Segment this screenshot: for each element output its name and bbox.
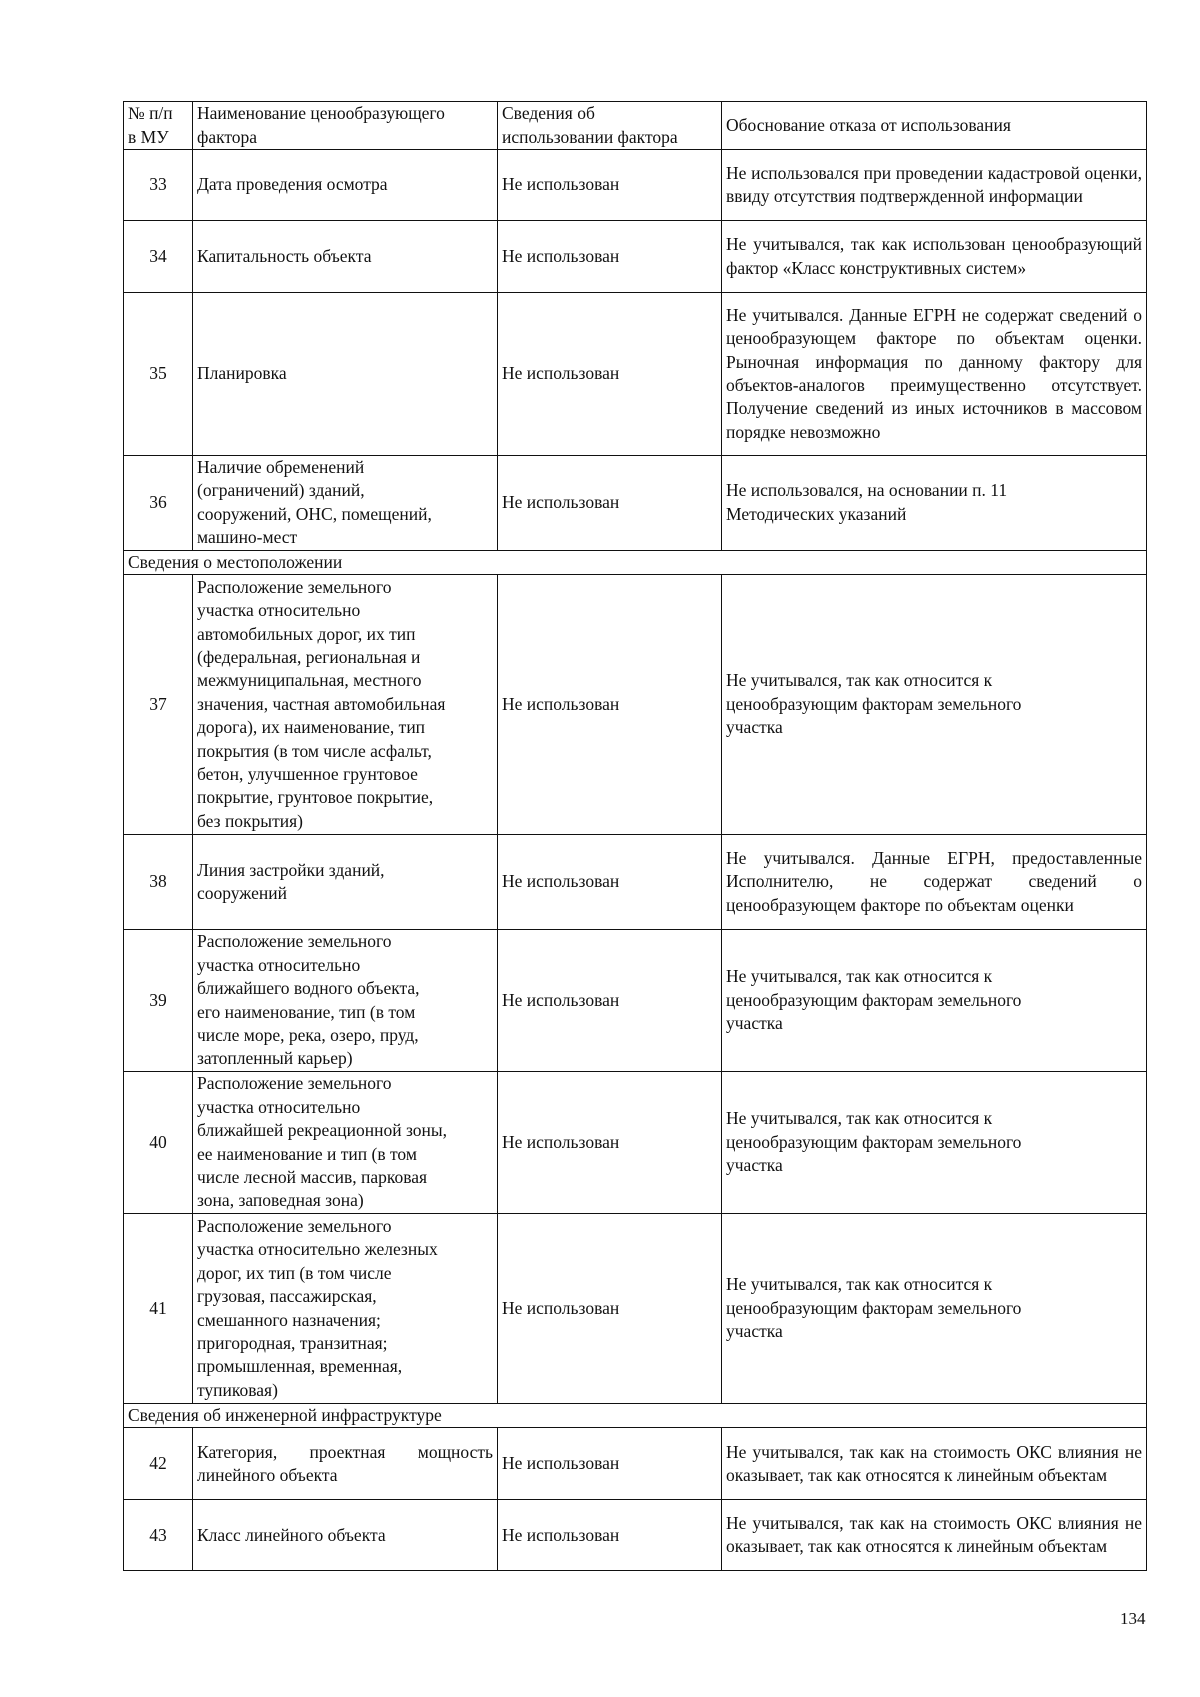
row-usage: Не использован	[498, 1214, 722, 1404]
row-usage: Не использован	[498, 835, 722, 930]
header-number: № п/п в МУ	[124, 102, 193, 150]
row-usage: Не использован	[498, 930, 722, 1072]
row-factor-name: Расположение земельного участка относительно ближайшего водного объекта, его наименование, тип (в том числе море, река, озеро, пруд, затопленный карьер)	[193, 930, 498, 1072]
row-reason: Не учитывался. Данные ЕГРН, предоставленные Исполнителю, не содержат сведений о ценообразующем факторе по объектам оценки	[722, 835, 1147, 930]
row-reason: Не учитывался, так как относится к ценообразующим факторам земельного участка	[722, 930, 1147, 1072]
row-factor-name: Капитальность объекта	[193, 221, 498, 293]
table-header-row	[124, 102, 1147, 150]
table-row	[124, 1500, 1147, 1571]
table-row	[124, 1072, 1147, 1214]
table-row	[124, 221, 1147, 293]
row-factor-name: Категория, проектная мощность линейного объекта	[193, 1428, 498, 1500]
page-number: 134	[1120, 1609, 1146, 1628]
table-row	[124, 575, 1147, 835]
row-factor-name: Расположение земельного участка относительно железных дорог, их тип (в том числе грузовая, пассажирская, смешанного назначения; пригородная, транзитная; промышленная, временная, тупиковая)	[193, 1214, 498, 1404]
row-reason: Не учитывался, так как относится к ценообразующим факторам земельного участка	[722, 1214, 1147, 1404]
factors-table	[123, 101, 1147, 1571]
row-usage: Не использован	[498, 1428, 722, 1500]
row-number: 37	[124, 575, 193, 835]
row-number: 35	[124, 293, 193, 456]
row-factor-name: Наличие обременений (ограничений) зданий, сооружений, ОНС, помещений, машино-мест	[193, 456, 498, 551]
row-reason: Не учитывался, так как относится к ценообразующим факторам земельного участка	[722, 1072, 1147, 1214]
row-reason: Не использовался при проведении кадастровой оценки, ввиду отсутствия подтвержденной информации	[722, 150, 1147, 221]
row-usage: Не использован	[498, 221, 722, 293]
section-row	[124, 550, 1147, 574]
row-number: 40	[124, 1072, 193, 1214]
section-heading-location: Сведения о местоположении	[124, 550, 1147, 574]
table-row	[124, 1428, 1147, 1500]
row-reason: Не учитывался, так как на стоимость ОКС влияния не оказывает, так как относятся к линейным объектам	[722, 1500, 1147, 1571]
row-usage: Не использован	[498, 1500, 722, 1571]
section-row	[124, 1404, 1147, 1428]
row-usage: Не использован	[498, 456, 722, 551]
row-number: 33	[124, 150, 193, 221]
header-factor-name: Наименование ценообразующего фактора	[193, 102, 498, 150]
row-reason: Не учитывался, так как на стоимость ОКС влияния не оказывает, так как относятся к линейным объектам	[722, 1428, 1147, 1500]
table-row	[124, 293, 1147, 456]
row-factor-name: Планировка	[193, 293, 498, 456]
row-number: 39	[124, 930, 193, 1072]
row-factor-name: Расположение земельного участка относительно ближайшей рекреационной зоны, ее наименование и тип (в том числе лесной массив, парковая зона, заповедная зона)	[193, 1072, 498, 1214]
row-reason: Не использовался, на основании п. 11 Методических указаний	[722, 456, 1147, 551]
row-reason: Не учитывался, так как относится к ценообразующим факторам земельного участка	[722, 575, 1147, 835]
row-number: 36	[124, 456, 193, 551]
row-number: 42	[124, 1428, 193, 1500]
row-reason: Не учитывался. Данные ЕГРН не содержат сведений о ценообразующем факторе по объектам оценки. Рыночная информация по данному фактору для объектов-аналогов преимущественно отсутствует. Получение сведений из иных источников в массовом порядке невозможно	[722, 293, 1147, 456]
row-factor-name: Класс линейного объекта	[193, 1500, 498, 1571]
table-row	[124, 930, 1147, 1072]
row-number: 43	[124, 1500, 193, 1571]
row-factor-name: Дата проведения осмотра	[193, 150, 498, 221]
row-usage: Не использован	[498, 293, 722, 456]
row-usage: Не использован	[498, 1072, 722, 1214]
header-usage: Сведения об использовании фактора	[498, 102, 722, 150]
row-factor-name: Расположение земельного участка относительно автомобильных дорог, их тип (федеральная, региональная и межмуниципальная, местного значения, частная автомобильная дорога), их наименование, тип покрытия (в том числе асфальт, бетон, улучшенное грунтовое покрытие, грунтовое покрытие, без покрытия)	[193, 575, 498, 835]
row-usage: Не использован	[498, 150, 722, 221]
table-row	[124, 1214, 1147, 1404]
table-row	[124, 456, 1147, 551]
row-number: 38	[124, 835, 193, 930]
row-number: 41	[124, 1214, 193, 1404]
row-factor-name: Линия застройки зданий, сооружений	[193, 835, 498, 930]
section-heading-infrastructure: Сведения об инженерной инфраструктуре	[124, 1404, 1147, 1428]
row-reason: Не учитывался, так как использован ценообразующий фактор «Класс конструктивных систем»	[722, 221, 1147, 293]
header-reason: Обоснование отказа от использования	[722, 102, 1147, 150]
table-row	[124, 150, 1147, 221]
row-usage: Не использован	[498, 575, 722, 835]
table-row	[124, 835, 1147, 930]
row-number: 34	[124, 221, 193, 293]
